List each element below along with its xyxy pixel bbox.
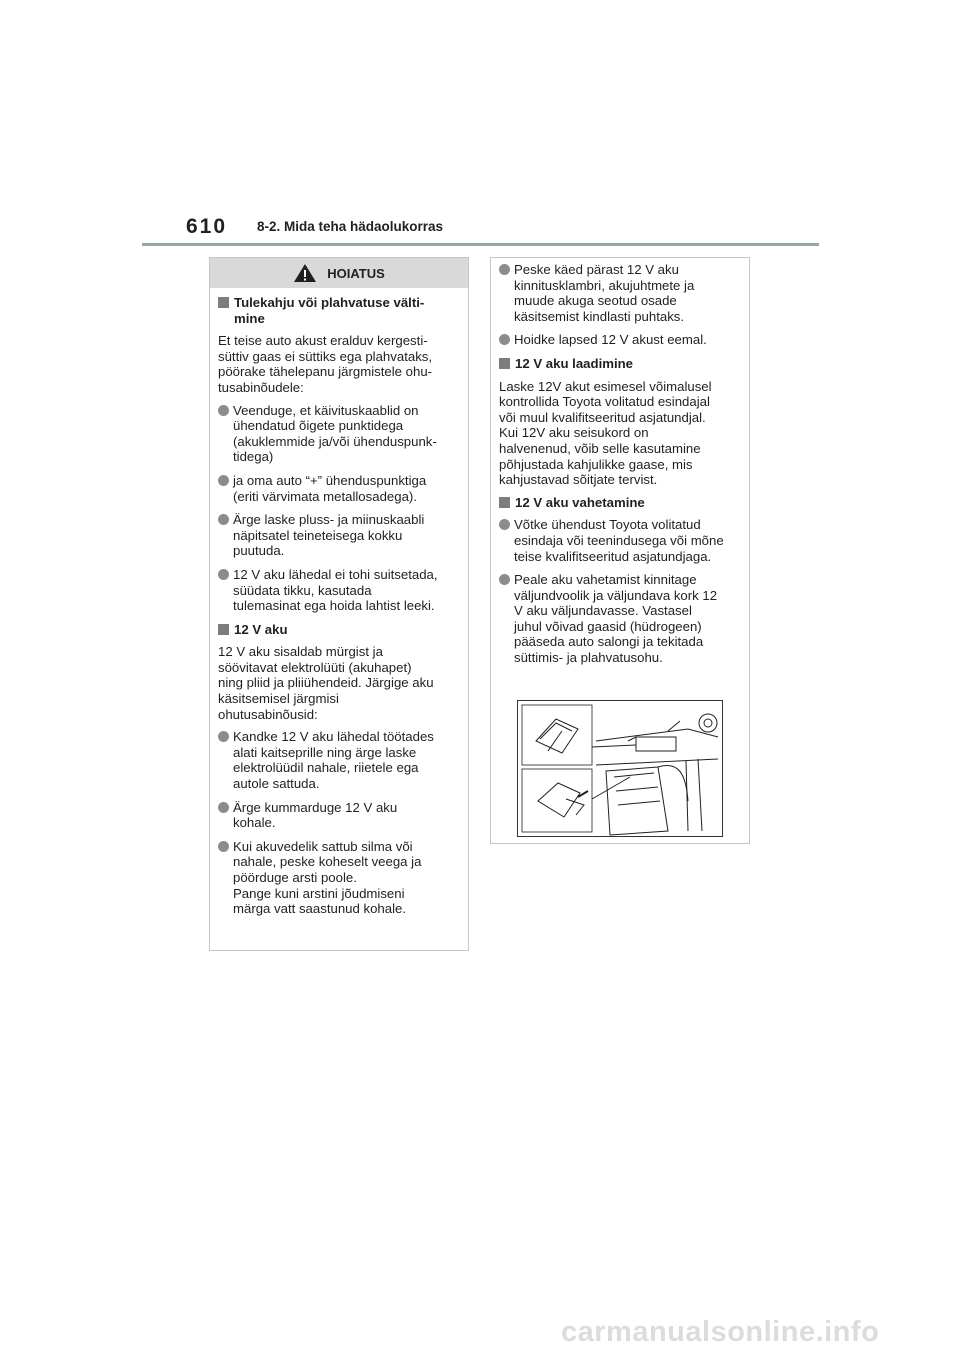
square-bullet-icon: [499, 358, 510, 369]
square-bullet-icon: [499, 497, 510, 508]
warning-title: HOIATUS: [327, 265, 385, 281]
bullet-dot-icon: [218, 731, 229, 742]
list-item: [218, 512, 458, 559]
heading-text: 12 V aku laadimine: [515, 355, 634, 371]
list-item-text: Veenduge, et käivituskaablid on ühendatud õigete punktidega (akuklemmide ja/või ühenduspunk- tidega): [233, 402, 437, 465]
paragraph-charging: Laske 12V akut esimesel võimalusel kontrollida Toyota volitatud esindajal või muul kvalifitseeritud asjatundjal. Kui 12V aku seisukord on halvenenud, võib selle kasutamine põhjustada kahjulikke gaase, mis kahjustavad sõitjate tervist.: [499, 378, 712, 488]
warning-content-left: [210, 288, 468, 917]
bullet-dot-icon: [218, 802, 229, 813]
bullet-dot-icon: [499, 264, 510, 275]
list-item: [499, 517, 739, 564]
list-item-text: 12 V aku lähedal ei tohi suitsetada, süüdata tikku, kasutada tulemasinat ega hoida lahtist leeki.: [233, 566, 438, 614]
list-item: [218, 839, 458, 917]
list-item: [218, 567, 458, 614]
list-item: [499, 262, 739, 324]
warning-triangle-icon: [293, 263, 317, 283]
bullet-dot-icon: [218, 569, 229, 580]
list-item-text: Kandke 12 V aku lähedal töötades alati kaitseprille ning ärge laske elektrolüüdil nahale, riietele ega autole sattuda.: [233, 729, 434, 792]
bullet-dot-icon: [499, 334, 510, 345]
battery-vent-illustration: [517, 700, 723, 837]
heading-fire-explosion: [218, 295, 458, 326]
heading-text: 12 V aku vahetamine: [515, 494, 645, 510]
bullet-dot-icon: [218, 514, 229, 525]
warning-header: [210, 258, 468, 288]
list-item-text: Ärge laske pluss- ja miinuskaabli näpitsatel teineteisega kokku puutuda.: [233, 512, 425, 559]
list-item-text: Peske käed pärast 12 V aku kinnitusklambri, akujuhtmete ja muude akuga seotud osade käsitsemist kindlasti puhtaks.: [514, 262, 695, 324]
list-item: [499, 572, 739, 666]
bullet-dot-icon: [499, 574, 510, 585]
heading-text: Tulekahju või plahvatuse välti- mine: [234, 295, 425, 326]
bullet-dot-icon: [218, 405, 229, 416]
list-item-text: Kui akuvedelik sattub silma või nahale, peske koheselt veega ja pöörduge arsti poole. Pange kuni arstini jõudmiseni märga vatt saastunud kohale.: [233, 838, 422, 917]
square-bullet-icon: [218, 297, 229, 308]
heading-battery-charging: [499, 356, 739, 372]
section-title: 8-2. Mida teha hädaolukorras: [257, 219, 444, 234]
heading-battery-replacement: [499, 495, 739, 511]
header-divider: [142, 243, 819, 246]
list-item: [218, 729, 458, 791]
list-item: [499, 332, 739, 348]
square-bullet-icon: [218, 624, 229, 635]
page-number: 610: [186, 215, 228, 238]
list-item: [218, 473, 458, 504]
bullet-dot-icon: [218, 475, 229, 486]
heading-text: 12 V aku: [234, 621, 288, 637]
list-item: [218, 403, 458, 465]
warning-box-left: [209, 257, 469, 951]
paragraph-intro: Et teise auto akust eralduv kergesti- süttiv gaas ei süttiks ega plahvataks, pöörake tähelepanu järgmistele ohu- tusabinõudele:: [218, 333, 433, 395]
list-item-text: ja oma auto “+” ühenduspunktiga (eriti värvimata metallosadega).: [233, 472, 427, 504]
list-item-text: Ärge kummarduge 12 V aku kohale.: [233, 799, 398, 831]
battery-vent-drawing: [518, 701, 722, 836]
list-item: [218, 800, 458, 831]
list-item-text: Hoidke lapsed 12 V akust eemal.: [514, 332, 707, 348]
bullet-dot-icon: [499, 519, 510, 530]
warning-content-right: [491, 258, 749, 666]
list-item-text: Võtke ühendust Toyota volitatud esindaja või teenindusega või mõne teise kvalifitseeritud asjatundjaga.: [514, 517, 724, 564]
heading-12v-battery: [218, 622, 458, 638]
paragraph-battery: 12 V aku sisaldab mürgist ja söövitavat elektrolüüti (akuhapet) ning pliid ja pliiühendeid. Järgige aku käsitsemisel järgmisi ohutusabinõusid:: [218, 644, 434, 722]
bullet-dot-icon: [218, 841, 229, 852]
watermark: carmanualsonline.info: [561, 1316, 880, 1348]
list-item-text: Peale aku vahetamist kinnitage väljundvoolik ja väljundava kork 12 V aku väljundavasse. Vastasel juhul võivad gaasid (hüdrogeen) pääseda auto salongi ja tekitada süttimis- ja plahvatusohu.: [514, 572, 718, 666]
